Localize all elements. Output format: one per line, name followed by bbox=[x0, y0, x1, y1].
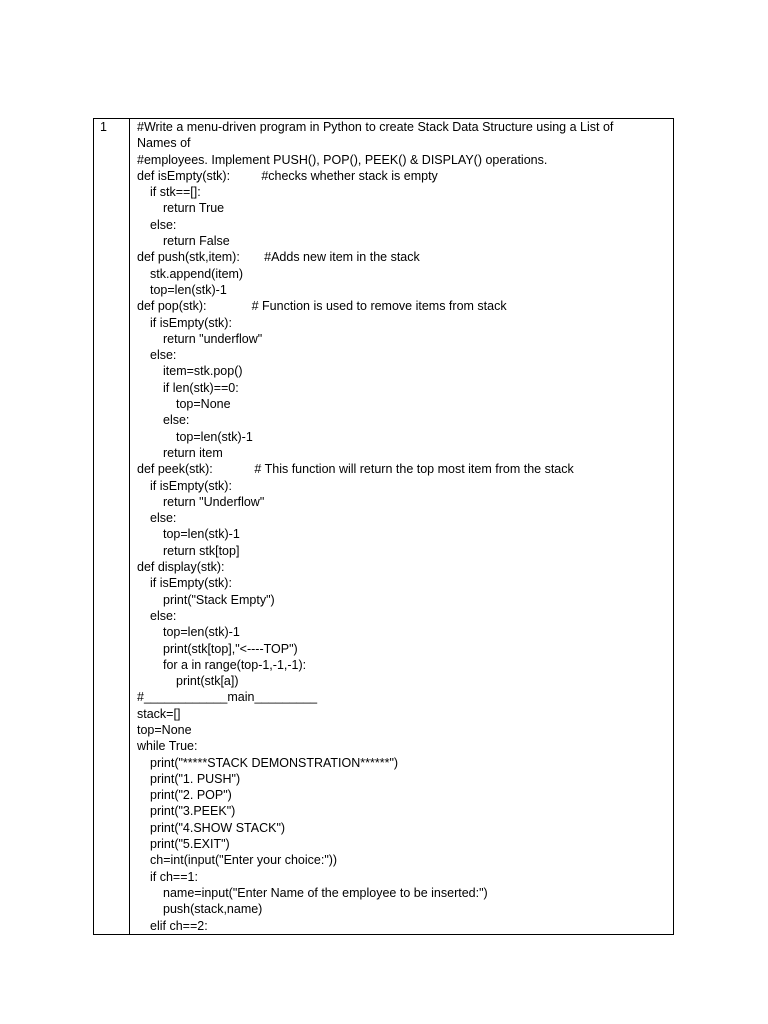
code-line: elif ch==2: bbox=[150, 918, 208, 933]
code-line: return item bbox=[163, 445, 223, 460]
code-line: while True: bbox=[137, 739, 198, 754]
code-line: print(stk[a]) bbox=[176, 674, 239, 689]
code-line: return "underflow" bbox=[163, 331, 263, 346]
row-number: 1 bbox=[100, 120, 107, 134]
code-listing bbox=[137, 119, 667, 934]
code-line: else: bbox=[163, 413, 190, 428]
code-line: if ch==1: bbox=[150, 869, 198, 884]
code-line: print("Stack Empty") bbox=[163, 592, 275, 607]
code-line: #____________main_________ bbox=[137, 690, 318, 705]
code-line: for a in range(top-1,-1,-1): bbox=[163, 657, 307, 672]
code-line: return "Underflow" bbox=[163, 494, 265, 509]
code-line: else: bbox=[150, 608, 177, 623]
code-line: print("1. PUSH") bbox=[150, 771, 241, 786]
code-line: stack=[] bbox=[137, 706, 181, 721]
code-line: else: bbox=[150, 348, 177, 363]
code-line: return True bbox=[163, 201, 225, 216]
code-line: if stk==[]: bbox=[150, 185, 201, 200]
code-line: #Write a menu-driven program in Python to create Stack Data Structure using a List of bbox=[137, 120, 614, 134]
code-line: print("2. POP") bbox=[150, 788, 232, 803]
code-line: top=len(stk)-1 bbox=[176, 429, 253, 444]
code-line: def pop(stk): # Function is used to remove items from stack bbox=[137, 299, 507, 314]
code-line: def isEmpty(stk): #checks whether stack is empty bbox=[137, 168, 438, 183]
code-line: if len(stk)==0: bbox=[163, 380, 239, 395]
code-line: else: bbox=[150, 217, 177, 232]
code-line: top=None bbox=[176, 397, 231, 412]
code-line: def display(stk): bbox=[137, 560, 225, 575]
code-line: Names of bbox=[137, 136, 191, 151]
code-line: return stk[top] bbox=[163, 543, 240, 558]
code-line: if isEmpty(stk): bbox=[150, 576, 232, 591]
code-line: print("5.EXIT") bbox=[150, 837, 230, 852]
column-divider bbox=[129, 119, 130, 934]
code-line: def push(stk,item): #Adds new item in the stack bbox=[137, 250, 420, 265]
code-line: top=None bbox=[137, 722, 192, 737]
code-line: print("4.SHOW STACK") bbox=[150, 820, 286, 835]
code-line: ch=int(input("Enter your choice:")) bbox=[150, 853, 338, 868]
code-line: top=len(stk)-1 bbox=[163, 625, 240, 640]
code-line: if isEmpty(stk): bbox=[150, 315, 232, 330]
code-line: print(stk[top],"<----TOP") bbox=[163, 641, 298, 656]
code-line: else: bbox=[150, 511, 177, 526]
code-line: stk.append(item) bbox=[150, 266, 244, 281]
code-line: top=len(stk)-1 bbox=[163, 527, 240, 542]
code-line: if isEmpty(stk): bbox=[150, 478, 232, 493]
code-line: def peek(stk): # This function will return the top most item from the stack bbox=[137, 462, 574, 477]
code-line: top=len(stk)-1 bbox=[150, 282, 227, 297]
code-line: print("3.PEEK") bbox=[150, 804, 236, 819]
code-line: push(stack,name) bbox=[163, 902, 263, 917]
code-line: name=input("Enter Name of the employee to be inserted:") bbox=[163, 885, 488, 900]
code-table bbox=[93, 118, 674, 935]
code-line: #employees. Implement PUSH(), POP(), PEEK() & DISPLAY() operations. bbox=[137, 152, 548, 167]
code-line: print("*****STACK DEMONSTRATION******") bbox=[150, 755, 399, 770]
code-line: item=stk.pop() bbox=[163, 364, 243, 379]
code-line: return False bbox=[163, 234, 230, 249]
